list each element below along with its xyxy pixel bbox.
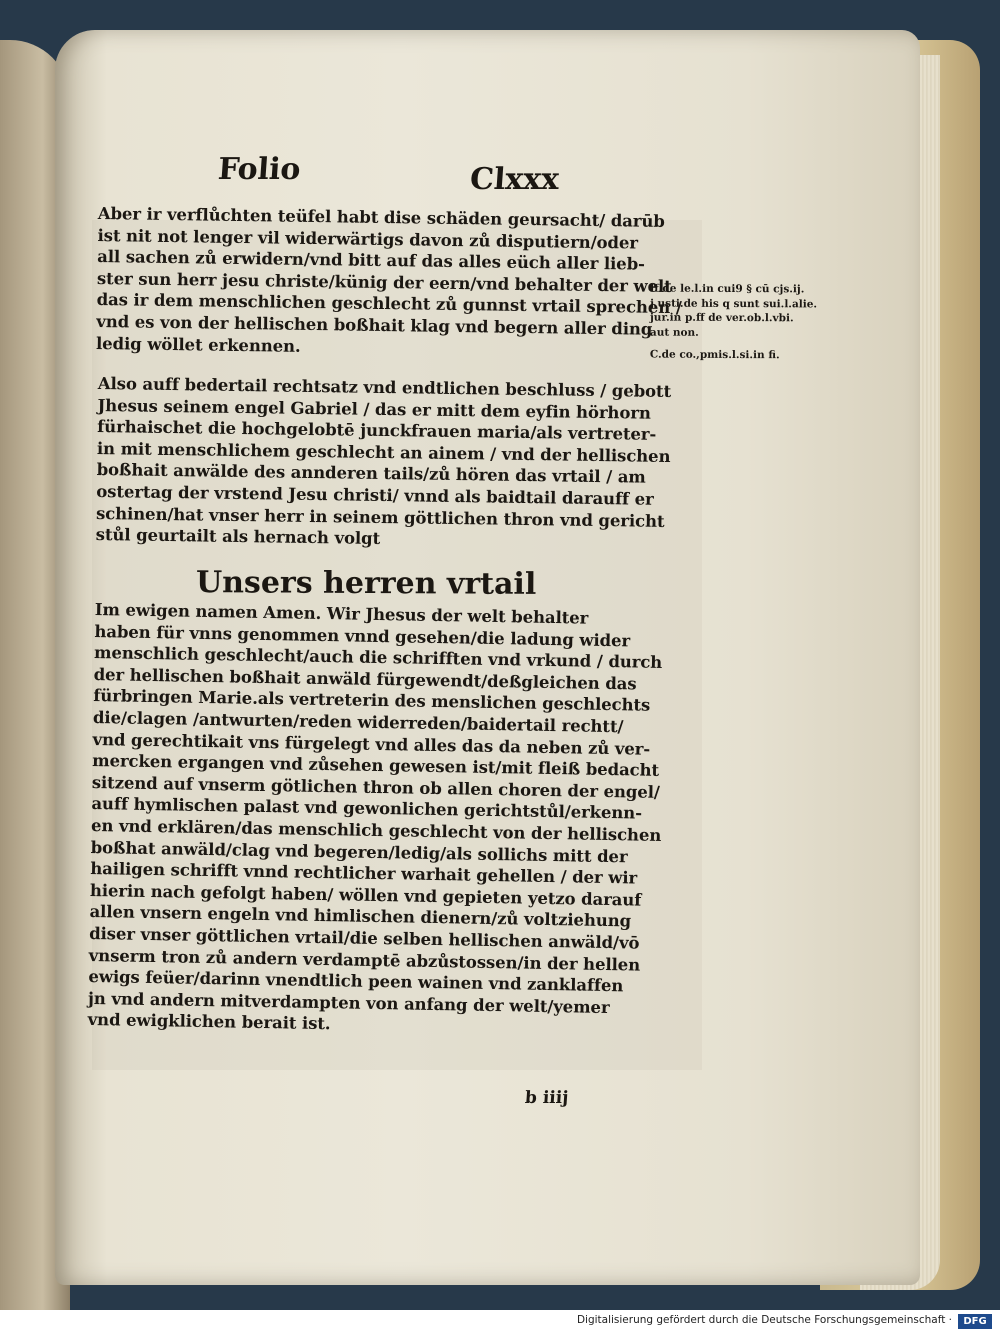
text-line: in mit menschlichem geschlecht an ainem / vnd der hellischen bbox=[96, 438, 671, 466]
text-line: schinen/hat vnser herr in seinem göttlichen thron vnd gericht bbox=[95, 503, 665, 531]
margin-note-line: ff.de le.l.in cui9 § cū cjs.ij. bbox=[650, 282, 805, 296]
text-line: vnserm tron zů andern verdamptē abzůstossen/in der hellen bbox=[88, 945, 641, 975]
text-line: sitzend auf vnserm götlichen thron ob allen choren der engel/ bbox=[91, 772, 660, 802]
text-line: ewigs feüer/darinn vnendtlich peen wainen vnd zanklaffen bbox=[88, 967, 624, 996]
margin-note-line: C.de co.,pmis.l.si.in fi. bbox=[649, 348, 780, 362]
dfg-logo: DFG bbox=[958, 1314, 992, 1329]
funding-footer bbox=[0, 1310, 1000, 1333]
text-line: Also auff bedertail rechtsatz vnd endtlichen beschluss / gebott bbox=[97, 373, 672, 402]
text-line: diser vnser göttlichen vrtail/die selben hellischen anwäld/vō bbox=[88, 923, 640, 953]
text-line: fürhaischet die hochgelobtē junckfrauen maria/als vertreter- bbox=[97, 417, 657, 444]
text-line: hailigen schrifft vnnd rechtlicher warhait gehellen / der wir bbox=[90, 859, 638, 888]
signature-mark: b iiij bbox=[524, 1088, 570, 1108]
text-line: ledig wöllet erkennen. bbox=[95, 333, 301, 356]
text-line: die/clagen /antwurten/reden widerreden/baidertail rechtt/ bbox=[92, 707, 624, 737]
text-line: allen vnsern engeln vnd himlischen dienern/zů voltziehung bbox=[89, 902, 632, 931]
text-line: stůl geurtailt als hernach volgt bbox=[95, 525, 381, 549]
funding-text: Digitalisierung gefördert durch die Deutsche Forschungsgemeinschaft · bbox=[576, 1314, 952, 1326]
text-line: vnd gerechtikait vns fürgelegt vnd alles das da neben zů ver- bbox=[92, 729, 651, 759]
text-line: ostertag der vrstend Jesu christi/ vnnd als baidtail darauff er bbox=[96, 481, 654, 509]
text-line: Im ewigen namen Amen. Wir Jhesus der welt behalter bbox=[94, 599, 589, 628]
paragraph-3 bbox=[87, 599, 665, 1041]
marginal-notes bbox=[650, 282, 817, 363]
text-line: hierin nach gefolgt haben/ wöllen vnd gepieten yetzo darauf bbox=[89, 880, 642, 910]
text-line: jn vnd andern mitverdampten von anfang der welt/yemer bbox=[87, 988, 610, 1017]
folio-number: Clxxx bbox=[468, 162, 561, 197]
text-line: en vnd erklären/das menschlich geschlecht von der hellischen bbox=[90, 815, 662, 845]
text-line: Aber ir verflůchten teüfel habt dise schäden geursacht/ darūb bbox=[97, 203, 665, 231]
paragraph-1 bbox=[96, 203, 683, 362]
margin-note-line: j usti.de his q sunt sui.l.alie. bbox=[650, 297, 818, 310]
text-line: menschlich geschlecht/auch die schrifften vnd vrkund / durch bbox=[93, 643, 663, 673]
margin-note-line: aut non. bbox=[649, 326, 699, 339]
text-line: boßhait anwälde des annderen tails/zů hören das vrtail / am bbox=[96, 460, 646, 488]
text-line: Jhesus seinem engel Gabriel / das er mitt dem eyfin hörhorn bbox=[97, 395, 651, 423]
text-line: fürbringen Marie.als vertreterin des menslichen geschlechts bbox=[93, 686, 651, 716]
folio-label: Folio bbox=[216, 152, 302, 187]
text-line: auff hymlischen palast vnd gewonlichen gerichtstůl/erkenn- bbox=[91, 794, 643, 823]
text-line: boßhat anwäld/clag vnd begeren/ledig/als sollichs mitt der bbox=[90, 837, 628, 866]
text-line: vnd es von der hellischen boßhait klag vnd begern aller ding bbox=[96, 311, 653, 339]
paragraph-2 bbox=[96, 373, 672, 554]
margin-note-line: jur.in p.ff de ver.ob.l.vbi. bbox=[649, 311, 794, 325]
text-line: das ir dem menschlichen geschlecht zů gunnst vrtail sprechen / bbox=[96, 290, 682, 318]
text-line: mercken ergangen vnd zůsehen gewesen ist/mit fleiß bedacht bbox=[92, 751, 660, 781]
text-line: ist nit not lenger vil widerwärtigs davon zů disputiern/oder bbox=[97, 225, 639, 253]
text-line: der hellischen boßhait anwäld fürgewendt/deßgleichen das bbox=[93, 664, 637, 694]
text-line: vnd ewigklichen berait ist. bbox=[87, 1010, 331, 1034]
text-line: all sachen zů erwidern/vnd bitt auf das alles eüch aller lieb- bbox=[97, 247, 645, 274]
text-line: ster sun herr jesu christe/künig der eern/vnd behalter der welt bbox=[96, 268, 672, 296]
verdict-heading: Unsers herren vrtail bbox=[195, 565, 537, 602]
text-line: haben für vnns genommen vnnd gesehen/die ladung wider bbox=[94, 621, 631, 650]
